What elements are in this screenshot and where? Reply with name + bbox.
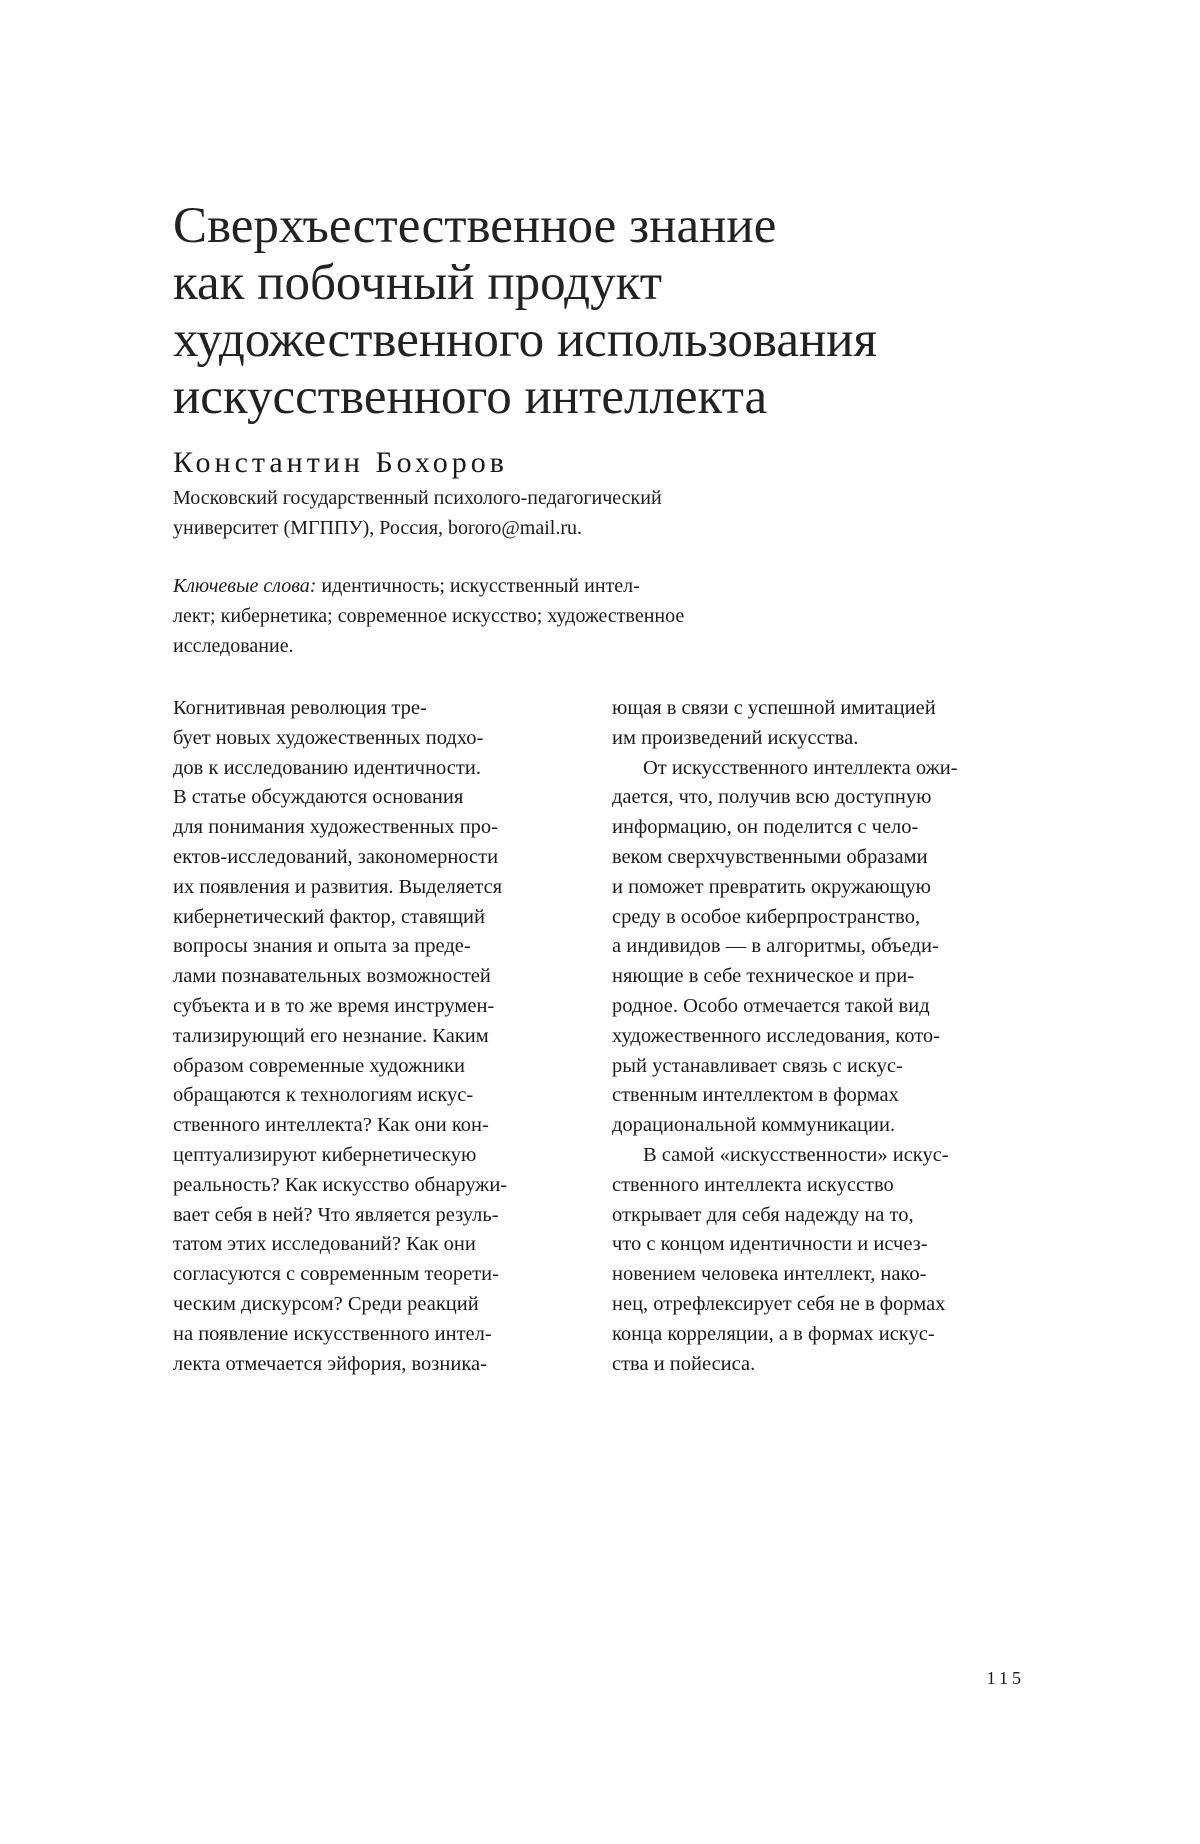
text-line: открывает для себя надежду на то, [612, 1203, 914, 1226]
title-line: как побочный продукт [173, 255, 663, 311]
text-line: От искусственного интеллекта ожи- [643, 756, 958, 779]
text-line: родное. Особо отмечается такой вид [612, 994, 930, 1017]
keywords-line [173, 571, 684, 601]
text-line: вопросы знания и опыта за преде- [173, 935, 471, 958]
text-line: рый устанавливает связь с искус- [612, 1054, 903, 1077]
text-line: информацию, он поделится с чело- [612, 816, 919, 839]
text-line: художественного исследования, кото- [612, 1024, 940, 1047]
text-line: обращаются к технологиям искус- [173, 1084, 474, 1107]
text-line: бует новых художественных подхо- [173, 726, 484, 749]
text-line: их появления и развития. Выделяется [173, 875, 503, 898]
text-line: образом современные художники [173, 1054, 465, 1077]
text-line: дается, что, получив всю доступную [612, 786, 932, 809]
text-line: ства и пойесиса. [612, 1352, 756, 1375]
text-line: няющие в себе техническое и при- [612, 965, 915, 988]
title-line: художественного использования [173, 312, 878, 368]
text-line: В самой «искусственности» искус- [643, 1143, 949, 1166]
text-line: субъекта и в то же время инструмен- [173, 994, 495, 1017]
text-line: новением человека интеллект, нако- [612, 1263, 927, 1286]
author-name: Константин Бохоров [173, 446, 508, 479]
text-line: ектов-исследований, закономерности [173, 845, 499, 868]
text-line: татом этих исследований? Как они [173, 1233, 476, 1256]
text-line: дов к исследованию идентичности. [173, 756, 481, 779]
keywords-text: идентичность; искусственный интел- [316, 575, 640, 597]
keywords-line: исследование. [173, 635, 294, 657]
text-line: им произведений искусства. [612, 726, 859, 749]
text-line: среду в особое киберпространство, [612, 905, 921, 928]
text-line: и поможет превратить окружающую [612, 875, 931, 898]
keywords-block [173, 571, 684, 661]
text-line: ственным интеллектом в формах [612, 1084, 899, 1107]
article-title [173, 198, 1073, 426]
title-line: искусственного интеллекта [173, 369, 768, 425]
text-line: дорациональной коммуникации. [612, 1114, 896, 1137]
author-affiliation [173, 483, 662, 543]
text-line: ственного интеллекта? Как они кон- [173, 1114, 489, 1137]
text-line: нец, отрефлексирует себя не в формах [612, 1292, 946, 1315]
title-line: Сверхъестественное знание [173, 198, 777, 254]
abstract-column-left [173, 694, 507, 1379]
text-line: а индивидов — в алгоритмы, объеди- [612, 935, 939, 958]
text-line: реальность? Как искусство обнаружи- [173, 1173, 508, 1196]
text-line: вает себя в ней? Что является резуль- [173, 1203, 499, 1226]
text-line: согласуются с современным теорети- [173, 1263, 499, 1286]
text-line: веком сверхчувственными образами [612, 845, 928, 868]
text-line: ческим дискурсом? Среди реакций [173, 1292, 479, 1315]
keywords-label: Ключевые слова: [173, 575, 317, 597]
text-line: В статье обсуждаются основания [173, 786, 464, 809]
text-line: кибернетический фактор, ставящий [173, 905, 485, 928]
page-number: 115 [986, 1668, 1025, 1688]
affiliation-line: университет (МГППУ), Россия, bororo@mail.ru. [173, 517, 582, 539]
text-line: конца корреляции, а в формах искус- [612, 1322, 935, 1345]
abstract-column-right [612, 694, 958, 1379]
text-line: тализирующий его незнание. Каким [173, 1024, 489, 1047]
affiliation-line: Московский государственный психолого-педагогический [173, 487, 662, 509]
text-line: ственного интеллекта искусство [612, 1173, 894, 1196]
text-line: на появление искусственного интел- [173, 1322, 492, 1345]
text-line: ющая в связи с успешной имитацией [612, 697, 936, 719]
text-line: лекта отмечается эйфория, возника- [173, 1352, 487, 1375]
text-line: лами познавательных возможностей [173, 965, 491, 988]
text-line: для понимания художественных про- [173, 816, 499, 839]
text-line: Когнитивная революция тре- [173, 697, 427, 719]
text-line: что с концом идентичности и исчез- [612, 1233, 928, 1256]
text-line: цептуализируют кибернетическую [173, 1143, 477, 1166]
keywords-line: лект; кибернетика; современное искусство; художественное [173, 605, 685, 627]
